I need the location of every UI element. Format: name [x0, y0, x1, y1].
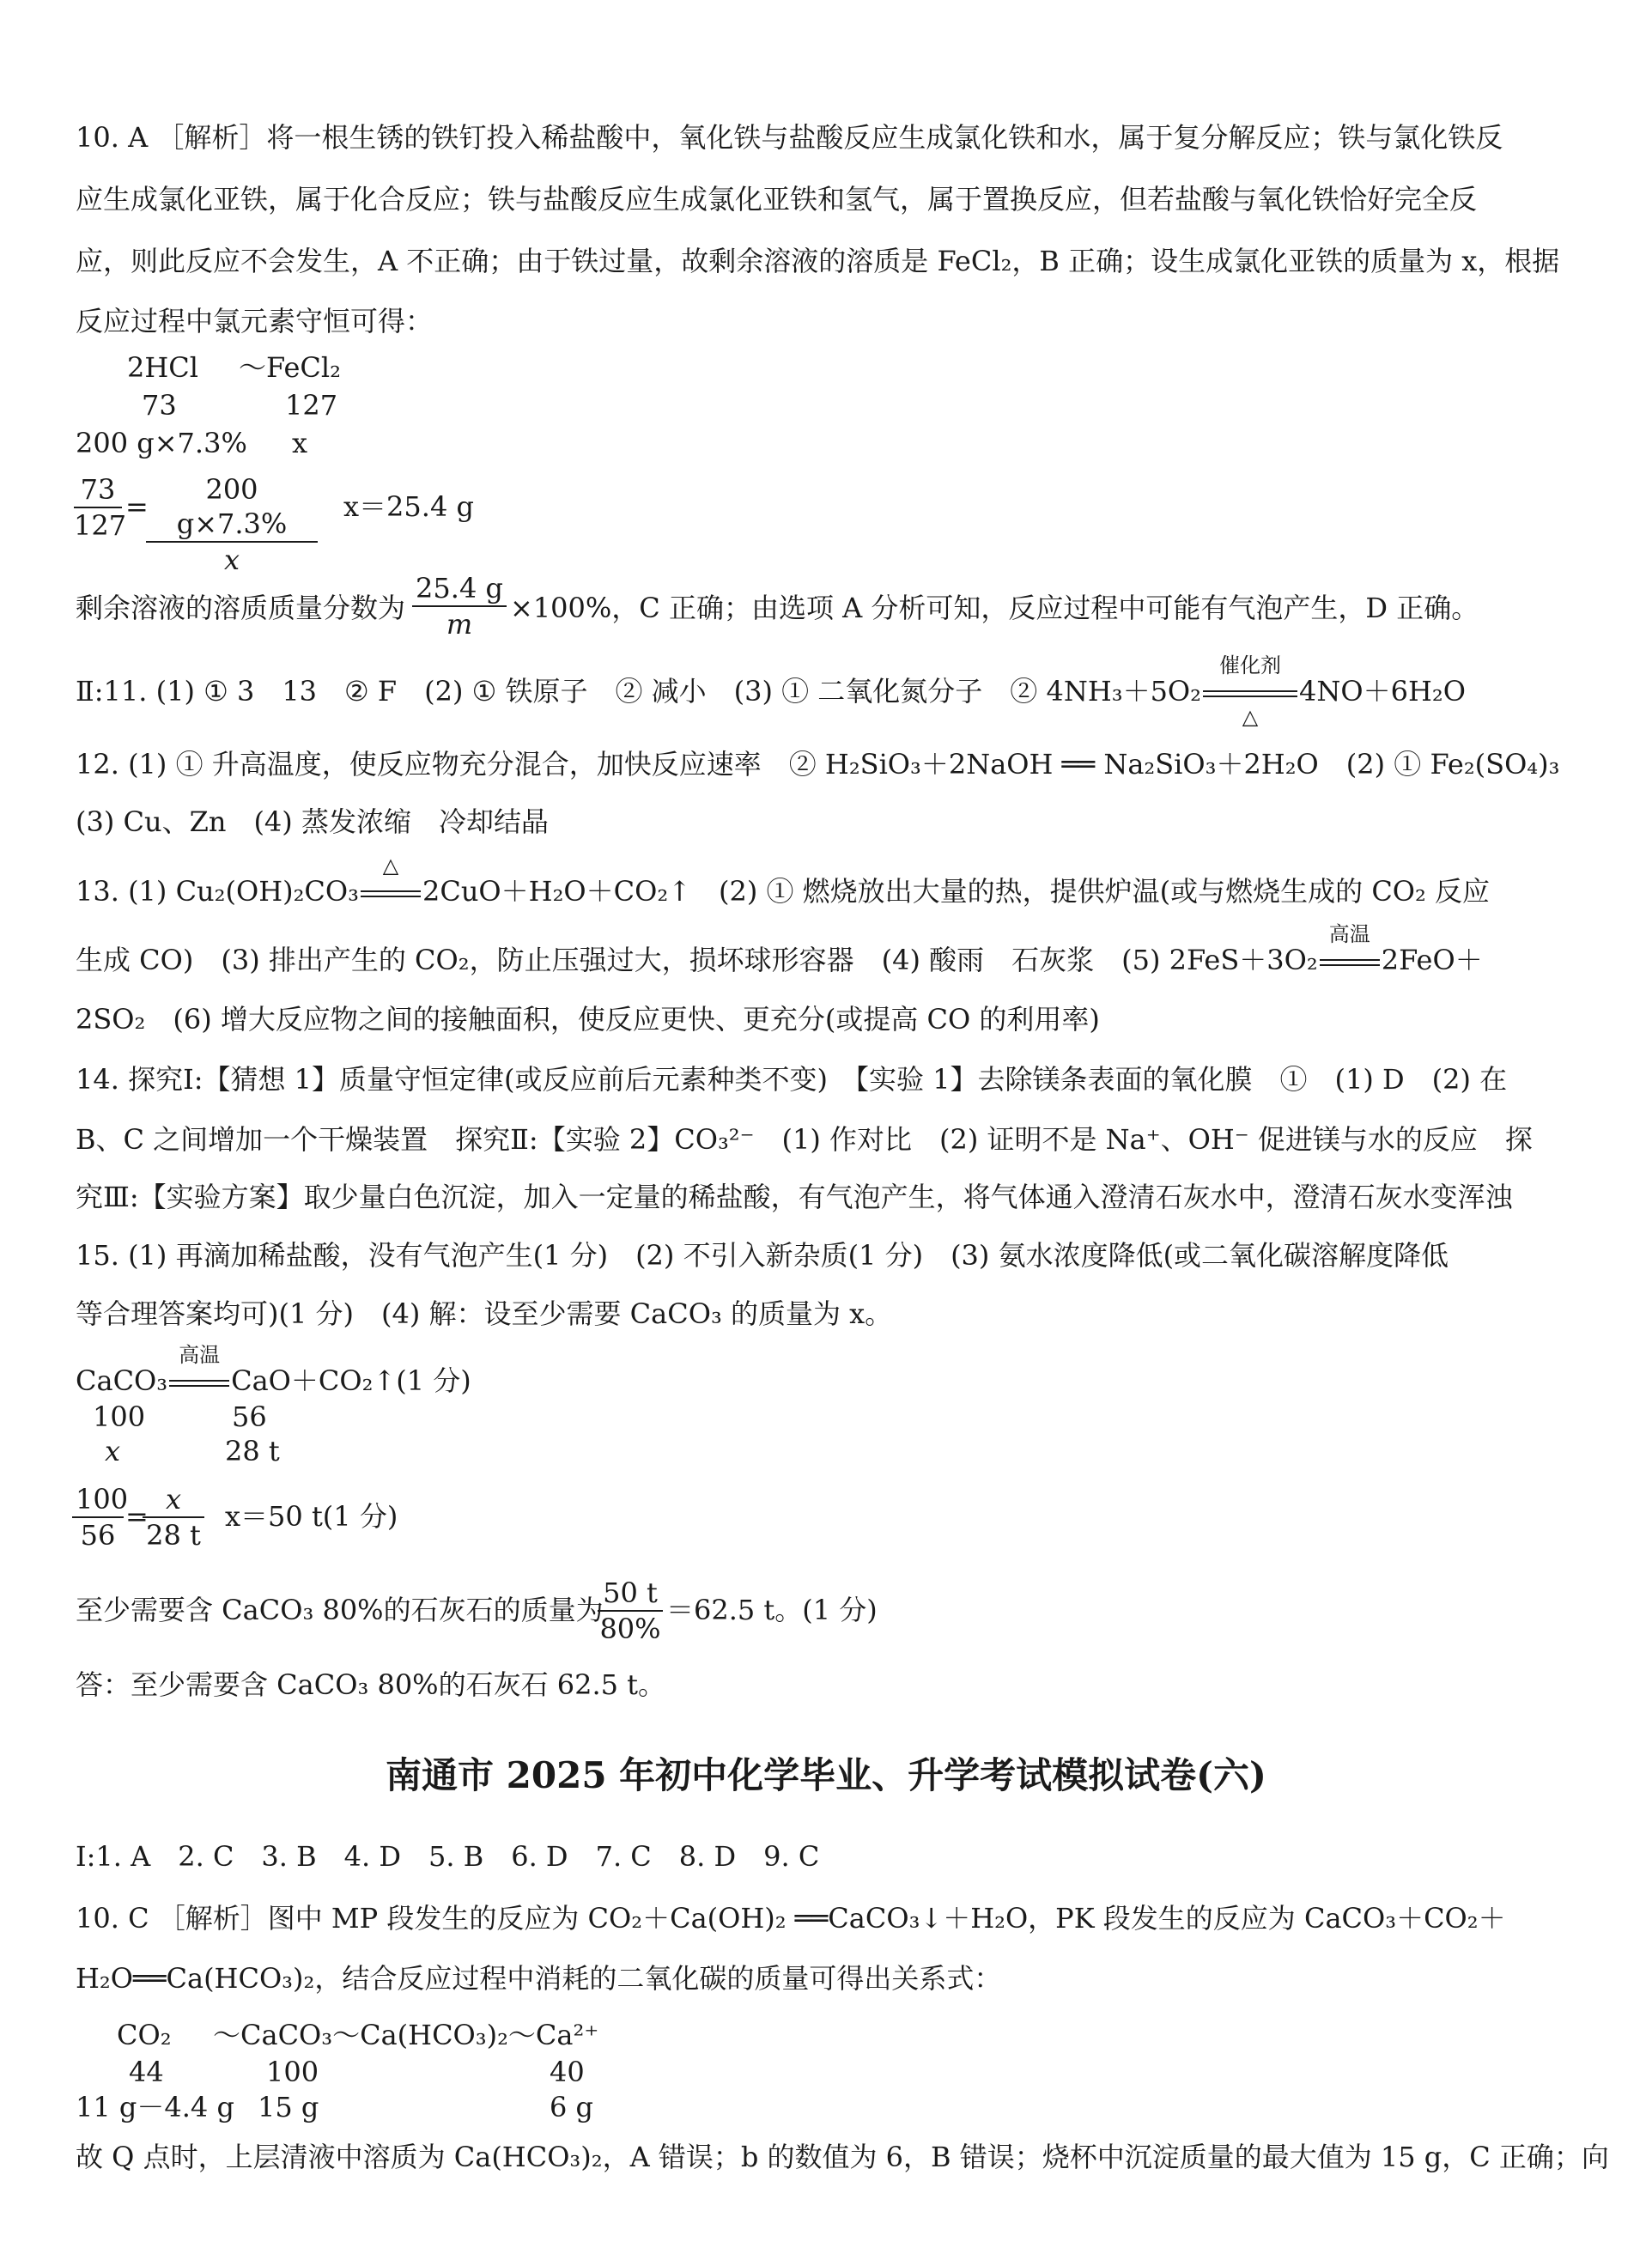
q15-condition-arrow [169, 1343, 229, 1398]
q15-val-left: x [105, 1435, 121, 1467]
q10a-frac2-top: 200 g×7.3% [146, 472, 318, 543]
q15-frac1-bot: 56 [80, 1519, 116, 1552]
q10a-val-right: x [292, 427, 308, 459]
q15-mass-right: 56 [232, 1400, 267, 1433]
q10a-rel-right: ～FeCl₂ [239, 351, 341, 384]
q10a-frac2 [146, 472, 318, 577]
q10b-v1: 11 g－4.4 g [76, 2091, 234, 2123]
q10b-rel1: CO₂ [117, 2019, 172, 2051]
q15-result: x＝50 t(1 分) [225, 1500, 398, 1533]
q13-post: 2CuO＋H₂O＋CO₂↑ (2) ① 燃烧放出大量的热，提供炉温(或与燃烧生成的 CO₂ 反应 [422, 875, 1491, 908]
q10b-v2: 15 g [258, 2091, 319, 2123]
q10a-mass-right: 127 [285, 389, 338, 422]
q15-equation [76, 1343, 471, 1398]
q10a-line3: 应，则此反应不会发生，A 不正确；由于铁过量，故剩余溶液的溶质是 FeCl₂，B 正确；设生成氯化亚铁的质量为 x，根据 [76, 245, 1560, 277]
q10a-frac1-bot: 127 [74, 509, 127, 542]
q14-line1: 14. 探究Ⅰ:【猜想 1】质量守恒定律(或反应前后元素种类不变) 【实验 1】去除镁条表面的氧化膜 ① (1) D (2) 在 [76, 1063, 1508, 1096]
q10a-frac2-bot: x [223, 544, 240, 576]
q10a-frac1 [74, 472, 127, 543]
q10a-fraction-line [76, 591, 405, 625]
q13-condition-arrow [361, 854, 421, 908]
q15-frac3-top: 50 t [598, 1576, 663, 1612]
q14-line2: B、C 之间增加一个干燥装置 探究Ⅱ:【实验 2】CO₃²⁻ (1) 作对比 (2) 证明不是 Na⁺、OH⁻ 促进镁与水的反应 探 [76, 1123, 1533, 1156]
q15-mass-left: 100 [93, 1400, 146, 1433]
q15-line1: 15. (1) 再滴加稀盐酸，没有气泡产生(1 分) (2) 不引入新杂质(1 分) (3) 氨水浓度降低(或二氧化碳溶解度降低 [76, 1239, 1449, 1272]
q13-line1 [76, 854, 1491, 908]
q10a-frac3-bot: m [446, 608, 473, 641]
q10a-frac3 [412, 571, 507, 641]
q15-eq-pre: CaCO₃ [76, 1364, 168, 1397]
q13-line2-condition-arrow [1320, 922, 1380, 977]
q15-mass-pre: 至少需要含 CaCO₃ 80%的石灰石的质量为 [76, 1594, 604, 1626]
q15-val-right: 28 t [225, 1435, 280, 1467]
q13-line2-cond: 高温 [1328, 922, 1370, 946]
q12-line1: 12. (1) ① 升高温度，使反应物充分混合，加快反应速率 ② H₂SiO₃＋2NaOH ══ Na₂SiO₃＋2H₂O (2) ① Fe₂(SO₄)₃ [76, 748, 1560, 781]
q10a-frac-post: ×100%，C 正确；由选项 A 分析可知，反应过程中可能有气泡产生，D 正确。 [510, 592, 1479, 624]
q13-pre: 13. (1) Cu₂(OH)₂CO₃ [76, 875, 359, 908]
q10a-result: x＝25.4 g [343, 490, 474, 523]
section-choice-answers: Ⅰ:1. A 2. C 3. B 4. D 5. B 6. D 7. C 8. D 9. C [76, 1840, 820, 1873]
q15-frac2-bot: 28 t [146, 1519, 201, 1552]
q11-condition-arrow [1203, 653, 1297, 729]
q10a-frac3-top: 25.4 g [412, 571, 507, 607]
q15-eq-cond: 高温 [179, 1343, 221, 1367]
q10a-line1: 10. A ［解析］将一根生锈的铁钉投入稀盐酸中，氧化铁与盐酸反应生成氯化铁和水，属于复分解反应；铁与氯化铁反 [76, 121, 1503, 154]
q15-line2: 等合理答案均可)(1 分) (4) 解：设至少需要 CaCO₃ 的质量为 x。 [76, 1297, 893, 1330]
q15-mass-post: ＝62.5 t。(1 分) [666, 1594, 878, 1626]
q11-cond-bot: △ [1242, 705, 1259, 729]
q10a-eq-sign: = [125, 490, 149, 523]
q10a-mass-left: 73 [142, 389, 177, 422]
q10a-frac-pre: 剩余溶液的溶质质量分数为 [76, 592, 406, 624]
q13-cond: △ [382, 854, 399, 878]
q10b-m2: 100 [266, 2056, 319, 2088]
q15-eq-post: CaO＋CO₂↑(1 分) [231, 1364, 471, 1397]
q14-line3: 究Ⅲ:【实验方案】取少量白色沉淀，加入一定量的稀盐酸，有气泡产生，将气体通入澄清石灰水中，澄清石灰水变浑浊 [76, 1181, 1513, 1213]
q15-frac3 [598, 1576, 663, 1646]
q10a-frac1-top: 73 [74, 472, 122, 508]
q13-line2-post: 2FeO＋ [1381, 944, 1483, 976]
q10b-v3: 6 g [550, 2091, 594, 2123]
q10b-m1: 44 [129, 2056, 164, 2088]
q15-frac2-top: x [143, 1482, 204, 1518]
q11-post: 4NO＋6H₂O [1299, 675, 1466, 708]
q15-frac1 [72, 1482, 129, 1552]
q10b-m3: 40 [550, 2056, 585, 2088]
q10a-rel-left: 2HCl [127, 351, 198, 384]
q15-frac3-bot: 80% [599, 1613, 661, 1645]
q13-line3: 2SO₂ (6) 增大反应物之间的接触面积，使反应更快、更充分(或提高 CO 的利用率) [76, 1003, 1100, 1036]
q11-line [76, 653, 1466, 729]
q11-cond-top: 催化剂 [1219, 653, 1281, 677]
section-title: 南通市 2025 年初中化学毕业、升学考试模拟试卷(六) [386, 1754, 1266, 1796]
q13-line2 [76, 922, 1483, 977]
q10a-line4: 反应过程中氯元素守恒可得： [76, 305, 434, 337]
q10a-line2: 应生成氯化亚铁，属于化合反应；铁与盐酸反应生成氯化亚铁和氢气，属于置换反应，但若盐酸与氧化铁恰好完全反 [76, 183, 1478, 216]
q12-line2: (3) Cu、Zn (4) 蒸发浓缩 冷却结晶 [76, 805, 549, 838]
q10b-line2: H₂O══Ca(HCO₃)₂，结合反应过程中消耗的二氧化碳的质量可得出关系式： [76, 1962, 1002, 1995]
q11-pre: Ⅱ:11. (1) ① 3 13 ② F (2) ① 铁原子 ② 减小 (3) ① 二氧化氮分子 ② 4NH₃＋5O₂ [76, 675, 1201, 708]
q15-answer: 答：至少需要含 CaCO₃ 80%的石灰石 62.5 t。 [76, 1668, 666, 1701]
q10b-rel2: ～CaCO₃～Ca(HCO₃)₂～Ca²⁺ [213, 2019, 599, 2051]
q15-frac2 [143, 1482, 204, 1552]
q15-frac1-top: 100 [72, 1482, 124, 1518]
q10b-line1: 10. C ［解析］图中 MP 段发生的反应为 CO₂＋Ca(OH)₂ ══CaCO₃↓＋H₂O，PK 段发生的反应为 CaCO₃＋CO₂＋ [76, 1902, 1506, 1935]
q15-eq-sign: = [125, 1500, 149, 1533]
q13-line2-pre: 生成 CO) (3) 排出产生的 CO₂，防止压强过大，损坏球形容器 (4) 酸雨 石灰浆 (5) 2FeS＋3O₂ [76, 944, 1318, 976]
q10b-last: 故 Q 点时，上层清液中溶质为 Ca(HCO₃)₂，A 错误；b 的数值为 6，B 错误；烧杯中沉淀质量的最大值为 15 g，C 正确；向 [76, 2141, 1609, 2173]
q10a-val-left: 200 g×7.3% [76, 427, 247, 459]
